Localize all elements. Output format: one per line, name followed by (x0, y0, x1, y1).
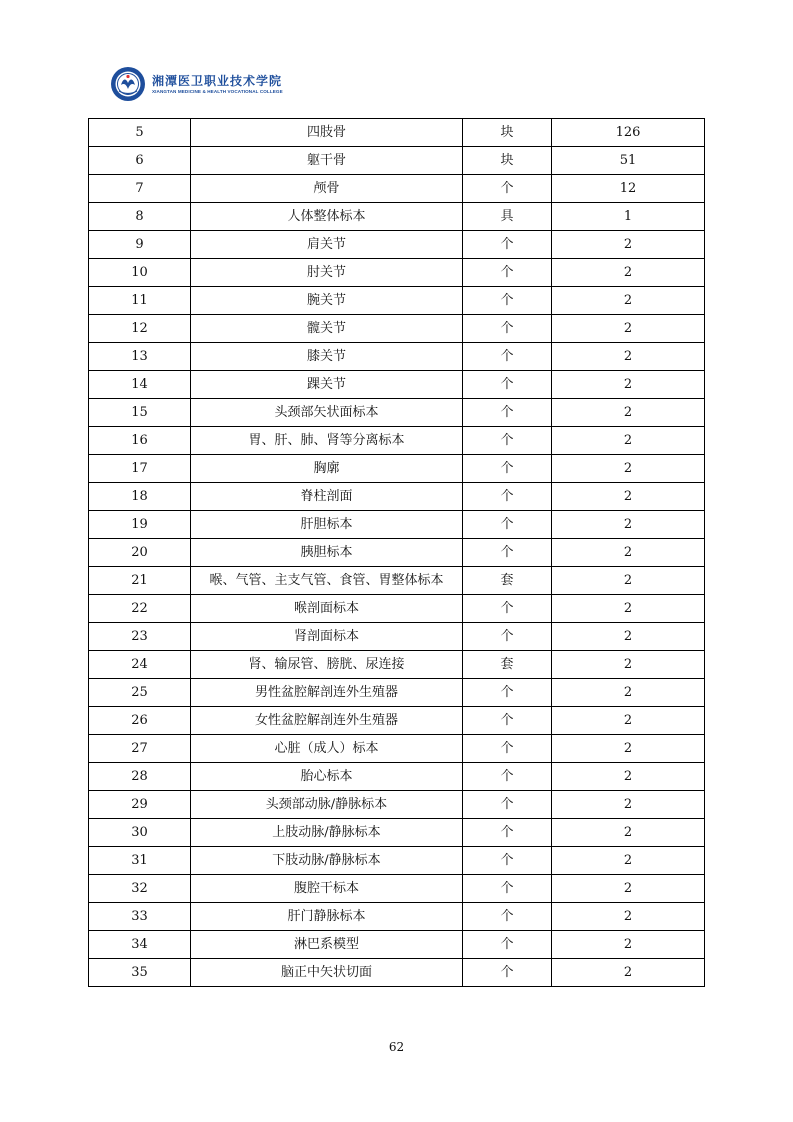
table-row (89, 315, 705, 343)
table-row (89, 623, 705, 651)
item-unit-cell: 块 (463, 119, 552, 147)
item-quantity-cell: 126 (552, 119, 705, 147)
table-row (89, 791, 705, 819)
table-row (89, 175, 705, 203)
table-row (89, 847, 705, 875)
row-number-cell: 29 (89, 791, 191, 819)
item-name-cell: 男性盆腔解剖连外生殖器 (191, 679, 463, 707)
item-name-cell: 喉剖面标本 (191, 595, 463, 623)
row-number-cell: 16 (89, 427, 191, 455)
item-name-cell: 脊柱剖面 (191, 483, 463, 511)
item-quantity-cell: 1 (552, 203, 705, 231)
table-row (89, 147, 705, 175)
item-name-cell: 髋关节 (191, 315, 463, 343)
row-number-cell: 13 (89, 343, 191, 371)
item-name-cell: 肾剖面标本 (191, 623, 463, 651)
item-unit-cell: 个 (463, 959, 552, 987)
item-quantity-cell: 2 (552, 847, 705, 875)
table-row (89, 875, 705, 903)
row-number-cell: 7 (89, 175, 191, 203)
table-row (89, 679, 705, 707)
row-number-cell: 10 (89, 259, 191, 287)
item-name-cell: 胸廓 (191, 455, 463, 483)
row-number-cell: 22 (89, 595, 191, 623)
row-number-cell: 19 (89, 511, 191, 539)
item-quantity-cell: 2 (552, 931, 705, 959)
item-name-cell: 人体整体标本 (191, 203, 463, 231)
table-row (89, 707, 705, 735)
table-row (89, 763, 705, 791)
item-name-cell: 上肢动脉/静脉标本 (191, 819, 463, 847)
item-name-cell: 肩关节 (191, 231, 463, 259)
item-quantity-cell: 2 (552, 483, 705, 511)
item-quantity-cell: 2 (552, 427, 705, 455)
item-unit-cell: 个 (463, 623, 552, 651)
item-quantity-cell: 2 (552, 875, 705, 903)
item-quantity-cell: 2 (552, 511, 705, 539)
item-name-cell: 四肢骨 (191, 119, 463, 147)
item-unit-cell: 个 (463, 539, 552, 567)
table-row (89, 819, 705, 847)
item-quantity-cell: 2 (552, 903, 705, 931)
row-number-cell: 32 (89, 875, 191, 903)
row-number-cell: 20 (89, 539, 191, 567)
item-unit-cell: 个 (463, 511, 552, 539)
row-number-cell: 15 (89, 399, 191, 427)
item-name-cell: 心脏（成人）标本 (191, 735, 463, 763)
item-unit-cell: 个 (463, 875, 552, 903)
college-logo-icon (110, 66, 146, 102)
row-number-cell: 23 (89, 623, 191, 651)
table-row (89, 511, 705, 539)
row-number-cell: 33 (89, 903, 191, 931)
equipment-table (88, 118, 705, 987)
table-row (89, 959, 705, 987)
item-quantity-cell: 2 (552, 595, 705, 623)
item-name-cell: 胎心标本 (191, 763, 463, 791)
item-quantity-cell: 2 (552, 679, 705, 707)
item-unit-cell: 个 (463, 315, 552, 343)
item-name-cell: 腹腔干标本 (191, 875, 463, 903)
table-row (89, 399, 705, 427)
table-row (89, 735, 705, 763)
row-number-cell: 31 (89, 847, 191, 875)
table-row (89, 931, 705, 959)
item-quantity-cell: 2 (552, 707, 705, 735)
row-number-cell: 5 (89, 119, 191, 147)
item-quantity-cell: 2 (552, 259, 705, 287)
page-header (110, 64, 283, 104)
item-name-cell: 膝关节 (191, 343, 463, 371)
item-name-cell: 肝胆标本 (191, 511, 463, 539)
row-number-cell: 6 (89, 147, 191, 175)
item-quantity-cell: 2 (552, 399, 705, 427)
item-quantity-cell: 2 (552, 819, 705, 847)
row-number-cell: 35 (89, 959, 191, 987)
table-row (89, 371, 705, 399)
item-name-cell: 躯干骨 (191, 147, 463, 175)
item-unit-cell: 个 (463, 931, 552, 959)
college-name-en: XIANGTAN MEDICINE & HEALTH VOCATIONAL COLLEGE (152, 88, 283, 94)
item-name-cell: 肘关节 (191, 259, 463, 287)
item-unit-cell: 个 (463, 399, 552, 427)
item-unit-cell: 个 (463, 791, 552, 819)
item-quantity-cell: 2 (552, 343, 705, 371)
row-number-cell: 27 (89, 735, 191, 763)
table-row (89, 343, 705, 371)
row-number-cell: 14 (89, 371, 191, 399)
row-number-cell: 8 (89, 203, 191, 231)
row-number-cell: 28 (89, 763, 191, 791)
table-row (89, 231, 705, 259)
table-row (89, 455, 705, 483)
item-quantity-cell: 2 (552, 371, 705, 399)
item-unit-cell: 个 (463, 763, 552, 791)
table-row (89, 567, 705, 595)
row-number-cell: 17 (89, 455, 191, 483)
item-unit-cell: 个 (463, 819, 552, 847)
item-quantity-cell: 2 (552, 539, 705, 567)
item-name-cell: 踝关节 (191, 371, 463, 399)
table-row (89, 651, 705, 679)
college-name-cn: 湘潭医卫职业技术学院 (152, 73, 283, 88)
row-number-cell: 11 (89, 287, 191, 315)
item-quantity-cell: 2 (552, 735, 705, 763)
item-unit-cell: 个 (463, 903, 552, 931)
item-unit-cell: 个 (463, 231, 552, 259)
row-number-cell: 25 (89, 679, 191, 707)
item-name-cell: 胰胆标本 (191, 539, 463, 567)
item-quantity-cell: 2 (552, 959, 705, 987)
item-name-cell: 腕关节 (191, 287, 463, 315)
item-quantity-cell: 2 (552, 287, 705, 315)
item-unit-cell: 个 (463, 259, 552, 287)
item-unit-cell: 个 (463, 595, 552, 623)
item-name-cell: 头颈部动脉/静脉标本 (191, 791, 463, 819)
item-unit-cell: 个 (463, 735, 552, 763)
row-number-cell: 12 (89, 315, 191, 343)
item-name-cell: 淋巴系模型 (191, 931, 463, 959)
row-number-cell: 21 (89, 567, 191, 595)
item-name-cell: 脑正中矢状切面 (191, 959, 463, 987)
row-number-cell: 34 (89, 931, 191, 959)
item-unit-cell: 个 (463, 679, 552, 707)
item-name-cell: 喉、气管、主支气管、食管、胃整体标本 (191, 567, 463, 595)
item-unit-cell: 个 (463, 707, 552, 735)
item-unit-cell: 个 (463, 371, 552, 399)
table-row (89, 903, 705, 931)
table-row (89, 203, 705, 231)
table-row (89, 539, 705, 567)
item-unit-cell: 个 (463, 287, 552, 315)
equipment-table-body (89, 119, 705, 987)
table-row (89, 287, 705, 315)
item-quantity-cell: 2 (552, 231, 705, 259)
item-quantity-cell: 12 (552, 175, 705, 203)
item-unit-cell: 套 (463, 651, 552, 679)
row-number-cell: 9 (89, 231, 191, 259)
row-number-cell: 18 (89, 483, 191, 511)
item-quantity-cell: 2 (552, 763, 705, 791)
item-unit-cell: 个 (463, 175, 552, 203)
table-row (89, 259, 705, 287)
item-quantity-cell: 2 (552, 315, 705, 343)
item-unit-cell: 块 (463, 147, 552, 175)
table-row (89, 427, 705, 455)
item-unit-cell: 个 (463, 427, 552, 455)
item-quantity-cell: 51 (552, 147, 705, 175)
item-quantity-cell: 2 (552, 623, 705, 651)
row-number-cell: 26 (89, 707, 191, 735)
item-unit-cell: 具 (463, 203, 552, 231)
item-unit-cell: 个 (463, 483, 552, 511)
table-row (89, 595, 705, 623)
row-number-cell: 24 (89, 651, 191, 679)
item-unit-cell: 套 (463, 567, 552, 595)
row-number-cell: 30 (89, 819, 191, 847)
item-unit-cell: 个 (463, 847, 552, 875)
item-quantity-cell: 2 (552, 567, 705, 595)
item-name-cell: 胃、肝、肺、肾等分离标本 (191, 427, 463, 455)
item-quantity-cell: 2 (552, 791, 705, 819)
item-name-cell: 头颈部矢状面标本 (191, 399, 463, 427)
page-number: 62 (388, 1040, 405, 1054)
item-name-cell: 女性盆腔解剖连外生殖器 (191, 707, 463, 735)
item-name-cell: 颅骨 (191, 175, 463, 203)
item-unit-cell: 个 (463, 343, 552, 371)
table-row (89, 483, 705, 511)
item-quantity-cell: 2 (552, 455, 705, 483)
item-name-cell: 肝门静脉标本 (191, 903, 463, 931)
table-row (89, 119, 705, 147)
item-quantity-cell: 2 (552, 651, 705, 679)
item-name-cell: 下肢动脉/静脉标本 (191, 847, 463, 875)
item-unit-cell: 个 (463, 455, 552, 483)
item-name-cell: 肾、输尿管、膀胱、尿连接 (191, 651, 463, 679)
